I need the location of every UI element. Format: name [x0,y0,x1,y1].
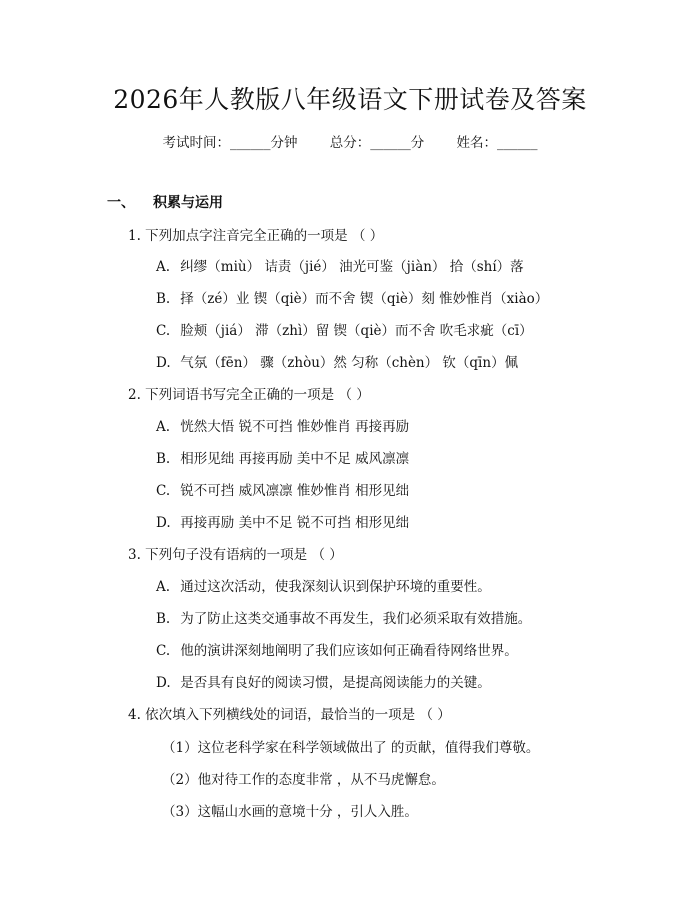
option-letter: C. [156,643,171,659]
option-letter: A. [156,579,171,595]
option-text: 锐不可挡 威风凛凛 惟妙惟肖 相形见绌 [180,483,410,499]
section-number: 一、 [107,195,135,211]
option-line [156,351,518,371]
option-line [156,415,409,435]
sub-item: （2）他对待工作的态度非常 ，从不马虎懈怠。 [162,772,445,788]
option-line [156,479,409,499]
option-line [156,287,548,307]
option-letter: B. [156,611,171,627]
sub-item: （1）这位老科学家在科学领域做出了 的贡献，值得我们尊敬。 [162,740,540,756]
exam-time: 考试时间：______分钟 [162,135,298,151]
page-title: 2026年人教版八年级语文下册试卷及答案 [113,85,587,114]
option-text: 再接再励 美中不足 锐不可挡 相形见绌 [180,515,410,531]
option-letter: A. [156,419,171,435]
option-letter: B. [156,291,171,307]
section-heading [107,192,223,212]
question-stem: 3. 下列句子没有语病的一项是 （ ） [128,547,343,563]
sub-item: （3）这幅山水画的意境十分 ，引人入胜。 [162,804,418,820]
option-letter: D. [156,355,171,371]
option-letter: A. [156,259,171,275]
question-stem: 4. 依次填入下列横线处的词语，最恰当的一项是 （ ） [128,707,451,723]
option-text: 择（zé）业 锲（qiè）而不舍 锲（qiè）刻 惟妙惟肖（xiào） [180,291,549,307]
option-letter: B. [156,451,171,467]
option-letter: D. [156,675,171,691]
option-text: 纠缪（miù） 诘责（jié） 油光可鉴（jiàn） 拾（shí）落 [180,259,524,275]
question-stem: 2. 下列词语书写完全正确的一项是 （ ） [128,387,370,403]
option-line [156,319,533,339]
option-text: 恍然大悟 锐不可挡 惟妙惟肖 再接再励 [180,419,410,435]
option-text: 是否具有良好的阅读习惯，是提高阅读能力的关键。 [180,675,491,691]
option-text: 通过这次活动，使我深刻认识到保护环境的重要性。 [180,579,491,595]
option-line [156,671,491,691]
option-letter: C. [156,483,171,499]
option-letter: C. [156,323,171,339]
option-text: 脸颊（jiá） 滞（zhì）留 锲（qiè）而不舍 吹毛求疵（cī） [180,323,533,339]
option-line [156,511,409,531]
student-name: 姓名：______ [456,135,538,151]
option-line [156,255,524,275]
option-text: 他的演讲深刻地阐明了我们应该如何正确看待网络世界。 [180,643,518,659]
total-score: 总分：______分 [329,135,425,151]
option-text: 气氛（fēn） 骤（zhòu）然 匀称（chèn） 钦（qīn）佩 [180,355,519,371]
option-line [156,447,409,467]
option-line [156,575,491,595]
section-title: 积累与运用 [153,195,223,211]
question-stem: 1. 下列加点字注音完全正确的一项是 （ ） [128,228,384,244]
option-line [156,607,531,627]
option-line [156,639,518,659]
option-letter: D. [156,515,171,531]
option-text: 相形见绌 再接再励 美中不足 威风凛凛 [180,451,410,467]
exam-info [0,131,700,151]
option-text: 为了防止这类交通事故不再发生，我们必须采取有效措施。 [180,611,532,627]
